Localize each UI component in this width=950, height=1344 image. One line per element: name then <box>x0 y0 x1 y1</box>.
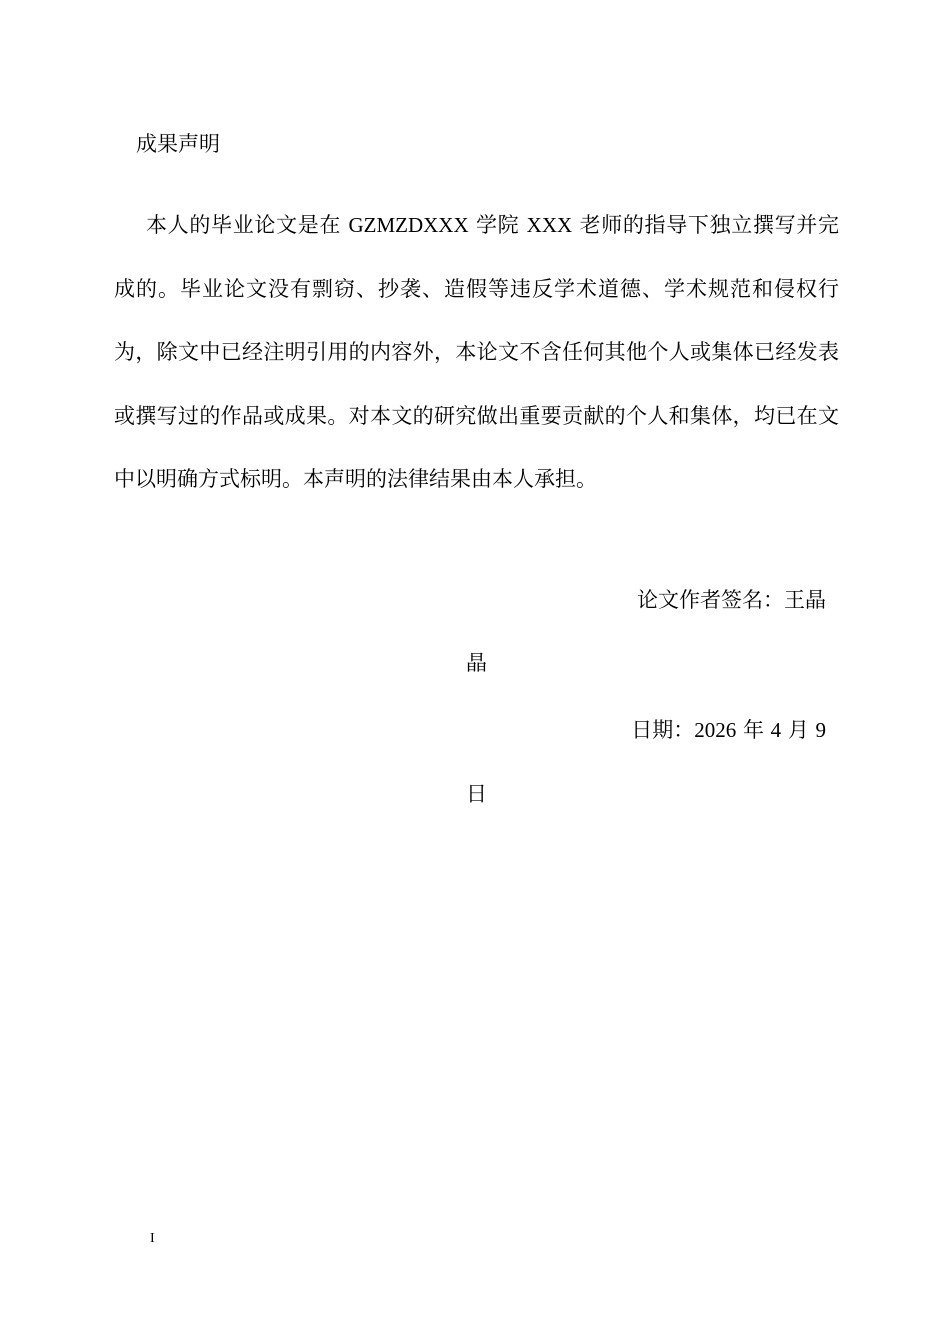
paragraph-part-3: 老师的指导下独立撰写并完成的。毕业论文没有剽窃、抄袭、造假等违反学术道德、学术规范和侵权行为，除文中已经注明引用的内容外，本论文不含任何其他个人或集体已经发表或撰写过的作品或成果。对本文的研究做出重要贡献的个人和集体，均已在文中以明确方式标明。本声明的法律结果由本人承担。 <box>114 213 839 491</box>
date-month: 4 <box>770 718 782 742</box>
page-title: 成果声明 <box>136 132 220 156</box>
paragraph-part-2: 学院 <box>468 213 527 237</box>
date-year: 2026 <box>694 718 737 742</box>
date-label: 日期： <box>631 718 695 742</box>
date-tail: 日 <box>466 782 487 806</box>
author-signature-line: 论文作者签名：王晶 <box>637 588 826 612</box>
date-day: 9 <box>815 718 826 742</box>
date-line <box>631 716 826 744</box>
teacher-code: XXX <box>526 213 573 237</box>
author-signature-tail: 晶 <box>466 651 487 675</box>
date-year-suffix: 年 <box>736 718 771 742</box>
page-number: I <box>150 1231 155 1246</box>
date-month-suffix: 月 <box>781 718 816 742</box>
declaration-paragraph <box>114 194 839 512</box>
paragraph-part-1: 本人的毕业论文是在 <box>146 213 349 237</box>
school-code: GZMZDXXX <box>348 213 469 237</box>
